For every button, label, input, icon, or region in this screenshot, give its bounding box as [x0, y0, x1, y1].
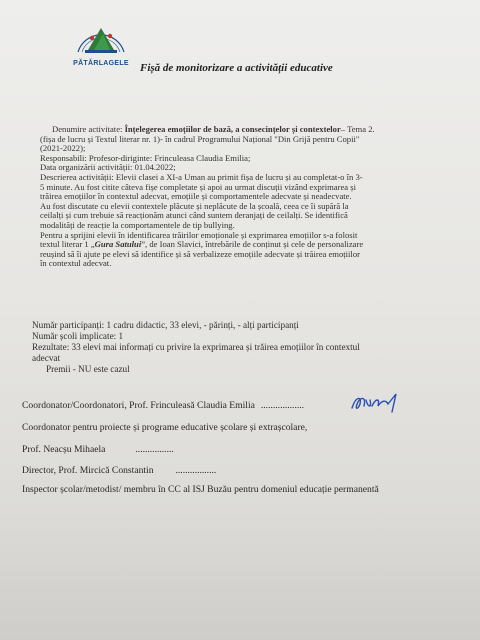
activity-name: Denumire activitate: Înțelegerea emoțiilor de bază, a consecințelor și contextelor– Tema 2. — [52, 124, 375, 134]
text-usage-line: Pentru a sprijini elevii în identificarea trăirilor emoționale și exprimarea emoțiilor s-a folosit — [40, 229, 358, 240]
logo-label: PĂTĂRLAGELE — [73, 60, 129, 67]
results-text-cont: adecvat — [32, 353, 61, 363]
text-usage-line: textul literar 1 „Gura Satului”, de Ioan Slavici, întrebările de conținut și cele de personalizare — [40, 239, 364, 250]
description-line: 5 minute. Au fost citite câteva fișe completate și apoi au urmat discuții vizând exprimarea și — [40, 181, 356, 192]
text-usage-line: reușind să îi ajute pe elevi să identifice și să verbalizeze emoțiile adecvate și trăirea emoțiilor — [40, 248, 360, 259]
text-usage-line: în contextul adecvat. — [40, 258, 112, 269]
document-title: Fișă de monitorizare a activității educative — [140, 62, 333, 74]
activity-program: (fișa de lucru și Textul literar nr. 1)- în cadrul Programului Național "Din Grijă pentru Copii" — [40, 133, 360, 144]
activity-year: (2021-2022); — [40, 143, 86, 154]
description-line: trăirea emoțiilor în contextul adecvat, emoțiile și comportamentele adecvate și neadecvate. — [40, 191, 352, 202]
handwritten-signature-icon — [348, 390, 400, 416]
date-text: Data organizării activității: 01.04.2022; — [40, 162, 176, 173]
activity-info — [40, 125, 460, 269]
activity-name-value: Înțelegerea emoțiilor de bază, a consecințelor și contextelor — [124, 124, 341, 134]
director-signature-line: Director, Prof. Mircică Constantin ................. — [22, 465, 217, 476]
description-line: Au fost discutate cu elevii contextele plăcute și neplăcute de la școală, ceea ce îi supără la — [40, 200, 349, 211]
school-logo-icon — [70, 8, 132, 60]
responsible-text: Responsabili: Profesor-diriginte: Frinculeasa Claudia Emilia; — [40, 152, 251, 163]
projects-coordinator-line: Coordonator pentru proiecte și programe educative școlare și extrașcolare, — [22, 422, 308, 433]
description-line: ceilalți și cum trebuie să reacționăm atunci când suntem deranjați de ceilalți. Se identifică — [40, 210, 348, 221]
participants-text: Număr participanți: 1 cadru didactic, 33 elevi, - părinți, - alți participanți — [32, 320, 299, 330]
description-line: Descrierea activității: Elevii clasei a XI-a Uman au primit fișa de lucru și au completat-o în 3- — [40, 171, 363, 182]
results-text: Rezultate: 33 elevi mai informați cu privire la exprimarea și trăirea emoțiilor în contextul — [32, 342, 360, 352]
description-line: modalități de reacție la comportamentele de tip bullying. — [40, 219, 235, 230]
activity-stats — [32, 320, 472, 375]
coordinator-signature-line: Coordonator/Coordonatori, Prof. Frinculeasă Claudia Emilia .................. — [22, 400, 305, 411]
teacher-signature-line: Prof. Neacșu Mihaela ................ — [22, 444, 174, 455]
prizes-text: Premii - NU este cazul — [46, 364, 130, 374]
inspector-signature-line: Inspector școlar/metodist/ membru în CC al ISJ Buzău pentru domeniul educație permanentă — [22, 484, 379, 495]
literary-text-title: Gura Satului — [94, 239, 142, 250]
school-logo — [70, 8, 132, 72]
schools-text: Număr școli implicate: 1 — [32, 331, 124, 341]
